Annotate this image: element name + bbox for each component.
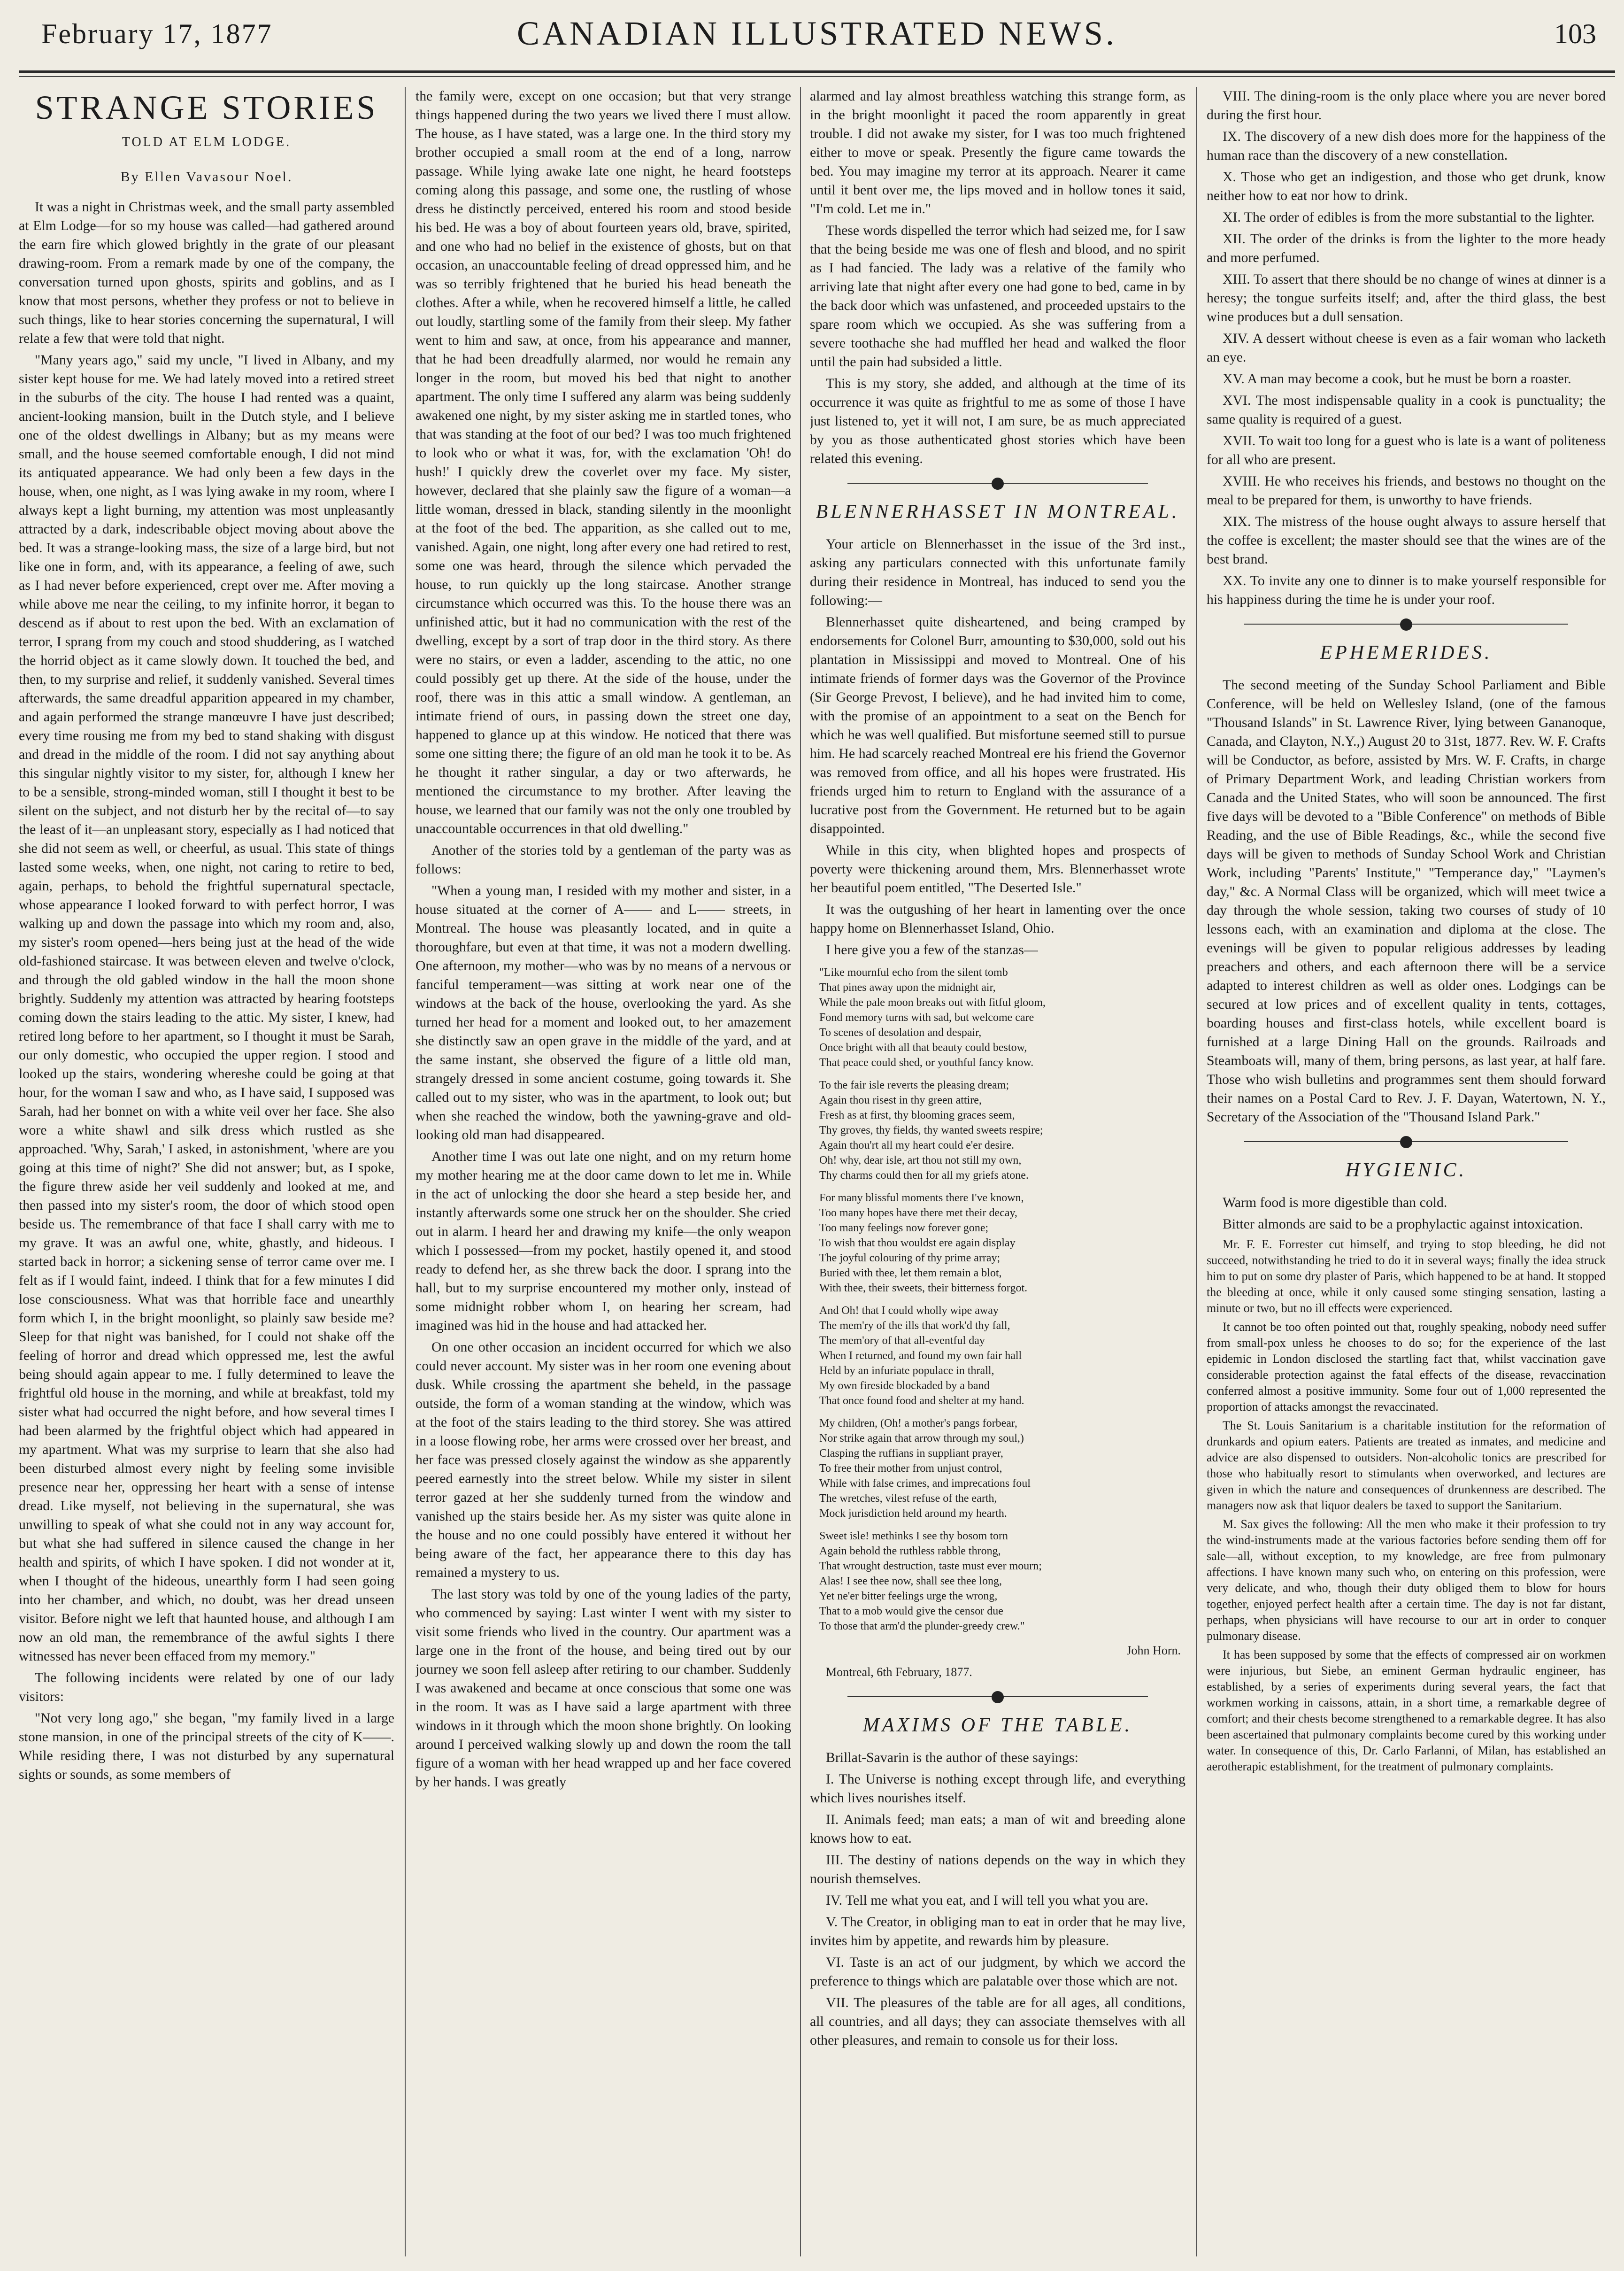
poem-stanza: To the fair isle reverts the pleasing dream; Again thou risest in thy green attire, Fresh as at first, thy blooming graces seem, Thy groves, thy fields, thy wanted sweets respire; Again thou'rt all my heart could e'er desire. Oh! why, dear isle, art thou not still my own, Thy charms could then for all my griefs atone. xyxy=(819,1079,1043,1182)
column-rule xyxy=(800,87,801,2256)
paragraph: the family were, except on one occasion; but that very strange things happened during the two years we lived there I must allow. The house, as I have stated, was a large one. In the third story my brother occupied a small room at the end of a long, narrow passage. While lying awake late one night, he heard footsteps coming along this passage, and some one, the rustling of whose dress he distinctly perceived, entered his room and stood beside his bed. He was a boy of about fourteen years old, brave, spirited, and one who had no belief in the existence of ghosts, but on that occasion, an unaccountable feeling of dread oppressed him, and he was so terribly frightened that he buried his head beneath the clothes. After a while, when he recovered himself a little, he called out loudly, startling some of the family from their sleep. My father went to him and saw, at once, from his appearance and manner, that he had been dreadfully alarmed, nor would he remain any longer in the room, but moved his bed that night to another apartment. The only time I suffered any alarm was being suddenly awakened one night, by my sister asking me in startled tones, who that was standing at the foot of our bed? I was too much frightened to look who or what it was, for, with the exclamation 'Oh! do hush!' I quickly drew the coverlet over my face. My sister, however, declared that she plainly saw the figure of a woman—a little woman, dressed in black, standing silently in the moonlight at the foot of the bed. The apparition, as she called out to me, vanished. Again, one night, long after every one had retired to rest, some one was heard, through the silence which pervaded the house, to run quickly up the long staircase. Another strange circumstance which occurred was this. To the house there was an unfinished attic, but it had no communication with the rest of the dwelling, except by a sort of trap door in the third story. As there were no stairs, or even a ladder, ascending to the attic, no one could possibly get up there. At the side of the house, under the roof, there was in this attic a small window. A gentleman, an intimate friend of ours, in passing down the street one day, happened to glance up at this window. He noticed that there was some one sitting there; the figure of an old man he took it to be. As he thought it rather singular, a day or two afterwards, he mentioned the circumstance to my brother. After leaving the house, we learned that our family was not the only one troubled by unaccountable occurrences in that old dwelling." xyxy=(416,88,791,836)
maxim: III. The destiny of nations depends on the way in which they nourish themselves. xyxy=(810,1852,1185,1886)
maxim: VI. Taste is an act of our judgment, by which we accord the preference to things which are palatable over those which are not. xyxy=(810,1954,1185,1989)
maxim: V. The Creator, in obliging man to eat in order that he may live, invites him by appetite, and rewards him by pleasure. xyxy=(810,1914,1185,1948)
article-subtitle: TOLD AT ELM LODGE. xyxy=(122,135,292,149)
maxim: XIX. The mistress of the house ought always to assure herself that the coffee is excellent; the master should see that the wines are of the best brand. xyxy=(1207,514,1606,567)
divider-dot-icon xyxy=(992,478,1004,490)
paragraph: "Not very long ago," she began, "my family lived in a large stone mansion, in one of the principal streets of the city of K——. While residing there, I was not disturbed by any supernatural sights or sounds, as some members of xyxy=(19,1710,394,1782)
divider-dot-icon xyxy=(1400,1136,1412,1148)
section-title: HYGIENIC. xyxy=(1345,1159,1467,1181)
paragraph: alarmed and lay almost breathless watching this strange form, as in the bright moonlight it paced the room apparently in great trouble. I did not awake my sister, for I was too much frightened either to move or speak. Presently the figure came towards the bed. You may imagine my terror at its approach. Nearer it came until it bent over me, the lips moved and in hollow tones it said, "I'm cold. Let me in." xyxy=(810,88,1185,216)
maxim: II. Animals feed; man eats; a man of wit and breeding alone knows how to eat. xyxy=(810,1812,1185,1846)
column-3 xyxy=(810,87,1185,2247)
maxim: XII. The order of the drinks is from the lighter to the more heady and more perfumed. xyxy=(1207,231,1606,265)
maxim: X. Those who get an indigestion, and those who get drunk, know neither how to eat nor how to drink. xyxy=(1207,169,1606,203)
maxim: VIII. The dining-room is the only place where you are never bored during the first hour. xyxy=(1207,88,1606,123)
section-divider xyxy=(1244,616,1568,633)
paragraph: While in this city, when blighted hopes and prospects of poverty were thickening around them, Mrs. Blennerhasset wrote her beautiful poem entitled, "The Deserted Isle." xyxy=(810,842,1185,896)
maxim: XIV. A dessert without cheese is even as a fair woman who lacketh an eye. xyxy=(1207,331,1606,365)
paragraph: I here give you a few of the stanzas— xyxy=(826,942,1038,958)
paragraph: It was a night in Christmas week, and the small party assembled at Elm Lodge—for so my house was called—had gathered around the earn fire which glowed brightly in the grate of our pleasant drawing-room. From a remark made by one of the company, the conversation turned upon ghosts, spirits and goblins, and as I know that most persons, whether they profess or not to believe in such things, like to hear stories concerning the supernatural, I will relate a few that were told that night. xyxy=(19,199,394,346)
dateline: Montreal, 6th February, 1877. xyxy=(826,1665,972,1679)
paragraph: Your article on Blennerhasset in the issue of the 3rd inst., asking any particulars connected with this unfortunate family during their residence in Montreal, has induced to send you the following:— xyxy=(810,536,1185,608)
maxim: XVII. To wait too long for a guest who is late is a want of politeness for all who are present. xyxy=(1207,433,1606,467)
article-byline: By Ellen Vavasour Noel. xyxy=(120,169,293,185)
paragraph: The last story was told by one of the young ladies of the party, who commenced by saying: Last winter I went with my sister to visit some friends who lived in the country. Our apartment was a large one in the front of the house, and being tired out by our journey we soon fell asleep after retiring to our chamber. Suddenly I was awakened and became at once conscious that some one was in the room. It was as I have said a large apartment with three windows in it through which the moon shone brightly. On looking around I perceived walking slowly up and down the room the tall figure of a woman with her head wrapped up and her face covered by her hands. I was greatly xyxy=(416,1586,791,1790)
paragraph: These words dispelled the terror which had seized me, for I saw that the being beside me was one of flesh and blood, and no spirit as I had fancied. The lady was a relative of the family who arriving late that night after every one had gone to bed, came in by the back door which was unfastened, and proceeded upstairs to the spare room which we occupied. As she was suffering from a severe toothache she had muffled her head and walked the floor until the pain had subsided a little. xyxy=(810,223,1185,370)
paragraph: Mr. F. E. Forrester cut himself, and trying to stop bleeding, he did not succeed, notwithstanding he tried to do it in several ways; finally the idea struck him to put on some dry plaster of Paris, which happened to be at hand. It stopped the bleeding at once, while it only caused some stinging sensation, lasting a minute or two, but no ill effects were experienced. xyxy=(1207,1237,1606,1315)
paragraph: The St. Louis Sanitarium is a charitable institution for the reformation of drunkards and opium eaters. Patients are treated as inmates, and medicine and advice are also dispensed to outsiders. Non-alcoholic tonics are prescribed for those who habitually resort to stimulants when overworked, and lectures are given in which the nature and consequences of drunkenness are described. The managers now ask that liquor dealers be taxed to support the Sanitarium. xyxy=(1207,1419,1606,1512)
paragraph: "When a young man, I resided with my mother and sister, in a house situated at the corner of A—— and L—— streets, in Montreal. The house was pleasantly located, and in quite a thoroughfare, but even at that time, it was not a modern dwelling. One afternoon, my mother—who was by no means of a nervous or fanciful temperament—was sitting at work near one of the windows at the back of the house, overlooking the yard. As she turned her head for a moment and looked out, to her amazement she distinctly saw an open grave in the middle of the yard, and at the same instant, she observed the figure of a little old man, strangely dressed in some ancient costume, going towards it. She called out to my sister, who was in the apartment, to look out; but when she reached the window, both the yawning-grave and old-looking old man had disappeared. xyxy=(416,883,791,1143)
divider-dot-icon xyxy=(1400,618,1412,631)
paragraph: The second meeting of the Sunday School Parliament and Bible Conference, will be held on Wellesley Island, (one of the famous "Thousand Islands" in St. Lawrence River, lying between Gananoque, Canada, and Clayton, N.Y.,) August 20 to 31st, 1877. Rev. W. F. Crafts will be Conductor, as before, assisted by Mrs. W. F. Crafts, in charge of Primary Department Work, and leading Christian workers from Canada and the United States, who will soon be announced. The first five days will be devoted to a "Bible Conference" on methods of Bible Reading, and the use of Bible Readings, &c., while the second five days will be given to methods of Sunday School Work and Christian Work, including "Parents' Institute," "Temperance day," "Laymen's day," &c. A Normal Class will be organized, which will meet twice a day through the whole session, taking two courses of study of 10 lessons each, with an examination and diploma at the close. The evenings will be given to popular religious addresses by leading preachers and others, and each afternoon there will be a service adapted to interest children as well as older ones. Lodgings can be secured at low prices and of excellent quality in tents, cottages, boarding houses and first-class hotels, while excellent board is furnished at a large Dining Hall on the grounds. Railroads and Steamboats will, many of them, bring persons, as last year, at half fare. Those who wish bulletins and programmes sent them should forward their names on a Postal Card to Rev. J. F. Dayan, Watertown, N. Y., Secretary of the Association of the "Thousand Island Park." xyxy=(1207,677,1606,1125)
maxim: IX. The discovery of a new dish does more for the happiness of the human race than the discovery of a new constellation. xyxy=(1207,129,1606,163)
paragraph: Another of the stories told by a gentleman of the party was as follows: xyxy=(416,842,791,877)
column-4 xyxy=(1207,87,1606,2247)
paragraph: Blennerhasset quite disheartened, and being cramped by endorsements for Colonel Burr, amounting to $30,000, sold out his plantation in Mississippi and moved to Montreal. One of his intimate friends of former days was the Governor of the Province (Sir George Prevost, I believe), and he had invited him to come, with the promise of an appointment to a seat on the Bench for which he was well qualified. But misfortune seemed still to pursue him. He had scarcely reached Montreal ere his friend the Governor was removed from office, and all his hopes were frustrated. His friends urged him to return to England with the assurance of a lucrative post from the Government. He returned but to be again disappointed. xyxy=(810,614,1185,836)
maxim: XVIII. He who receives his friends, and bestows no thought on the meal to be prepared for them, is unworthy to have friends. xyxy=(1207,473,1606,508)
poem-stanza: My children, (Oh! a mother's pangs forbear, Nor strike again that arrow through my soul,) Clasping the ruffians in suppliant prayer, To free their mother from unjust control, While with false crimes, and imprecations foul The wretches, vilest refuse of the earth, Mock jurisdiction held around my hearth. xyxy=(819,1417,1031,1520)
article-title: STRANGE STORIES xyxy=(35,89,378,126)
section-divider xyxy=(847,1688,1148,1705)
section-title: MAXIMS OF THE TABLE. xyxy=(862,1715,1133,1736)
maxim: XX. To invite any one to dinner is to make yourself responsible for his happiness during the time he is under your roof. xyxy=(1207,573,1606,607)
paragraph: Brillat-Savarin is the author of these sayings: xyxy=(826,1750,1078,1765)
section-divider xyxy=(1244,1133,1568,1150)
column-1 xyxy=(19,87,394,2247)
column-rule xyxy=(405,87,406,2256)
maxim: XVI. The most indispensable quality in a cook is punctuality; the same quality is required of a guest. xyxy=(1207,393,1606,427)
divider-dot-icon xyxy=(992,1691,1004,1703)
paragraph: Warm food is more digestible than cold. xyxy=(1223,1195,1447,1210)
signature: John Horn. xyxy=(1126,1644,1181,1657)
maxim: VII. The pleasures of the table are for all ages, all conditions, all countries, and all days; they can associate themselves with all other pleasures, and remain to console us for their loss. xyxy=(810,1995,1185,2048)
paragraph: On one other occasion an incident occurred for which we also could never account. My sister was in her room one evening about dusk. While crossing the apartment she beheld, in the passage outside, the form of a woman standing at the window, which was at the foot of the stairs leading to the third storey. She was attired in a loose flowing robe, her arms were crossed over her breast, and her face was pressed closely against the window as she apparently peered earnestly into the street below. While my sister in silent terror gazed at her she suddenly turned from the window and vanished up the stairs beside her. As my sister was quite alone in the house and no one could possibly have entered it without her being aware of the fact, her appearance there to this day has remained a mystery to us. xyxy=(416,1339,791,1580)
maxim: XV. A man may become a cook, but he must be born a roaster. xyxy=(1223,371,1571,386)
paragraph: It cannot be too often pointed out that, roughly speaking, nobody need suffer from small-pox unless he chooses to do so; for the experience of the last epidemic in London disclosed the startling fact that, whilst vaccination gave considerable protection against the fatal effects of the disease, revaccination conferred almost a positive immunity. Some four out of 1,000 represented the proportion of attacks amongst the revaccinated. xyxy=(1207,1320,1606,1414)
paragraph: It has been supposed by some that the effects of compressed air on workmen were injurious, but Siebe, an eminent German hydraulic engineer, has established, by a series of experiments during several years, the fact that workmen working in caissons, attain, in a short time, a remarkable degree of comfort; and their chests become strengthened to a remarkable degree. It has also been ascertained that pulmonary complaints become cured by this working under water. In consequence of this, Dr. Carlo Farlanni, of Milan, has established an aerotherapic establishment, for the treatment of pulmonary complaints. xyxy=(1207,1648,1606,1773)
paragraph: This is my story, she added, and although at the time of its occurrence it was quite as frightful to me as some of those I have just listened to, yet it will not, I am sure, be as much appreciated by you as those authenticated ghost stories which have been related this evening. xyxy=(810,376,1185,466)
paragraph: It was the outgushing of her heart in lamenting over the once happy home on Blennerhasset Island, Ohio. xyxy=(810,902,1185,936)
maxim: I. The Universe is nothing except through life, and everything which lives nourishes itself. xyxy=(810,1771,1185,1806)
poem-stanza: And Oh! that I could wholly wipe away The mem'ry of the ills that work'd thy fall, The mem'ory of that all-eventful day When I returned, and found my own fair hall Held by an infuriate populace in thrall, My own fireside blockaded by a band That once found food and shelter at my hand. xyxy=(819,1305,1024,1407)
masthead xyxy=(19,0,1615,73)
newspaper-title: CANADIAN ILLUSTRATED NEWS. xyxy=(517,15,1117,52)
column-2 xyxy=(416,87,791,2247)
maxim: XI. The order of edibles is from the more substantial to the lighter. xyxy=(1223,209,1595,225)
paragraph: M. Sax gives the following: All the men who make it their profession to try the wind-instruments made at the various factories before sending them off for sale—all, without exception, to my knowledge, are free from pulmonary affections. I have known many such who, on entering on this profession, were very delicate, and who, though their duty obliged them to blow for hours together, enjoyed perfect health after a certain time. The day is not far distant, perhaps, when physicians will have recourse to our art in order to conquer pulmonary disease. xyxy=(1207,1517,1606,1643)
header-rule xyxy=(19,76,1615,77)
poem-stanza: For many blissful moments there I've known, Too many hopes have there met their decay, Too many feelings now forever gone; To wish that thou wouldst ere again display The joyful colouring of thy prime array; Buried with thee, let them remain a blot, With thee, their sweets, their bitterness forgot. xyxy=(819,1192,1028,1294)
column-rule xyxy=(1196,87,1197,2256)
issue-date: February 17, 1877 xyxy=(41,18,273,49)
section-title: BLENNERHASSET IN MONTREAL. xyxy=(816,501,1180,523)
section-divider xyxy=(847,475,1148,492)
poem-stanza: "Like mournful echo from the silent tomb That pines away upon the midnight air, While the pale moon breaks out with fitful gloom, Fond memory turns with sad, but welcome care To scenes of desolation and despair, Once bright with all that beauty could bestow, That peace could shed, or youthful fancy know. xyxy=(819,966,1046,1069)
paragraph: Another time I was out late one night, and on my return home my mother hearing me at the door came down to let me in. While in the act of unlocking the door she heard a step beside her, and instantly afterwards some one struck her on the shoulder. She cried out in alarm. I heard her and drawing my knife—the only weapon which I possessed—from my pocket, hastily opened it, and stood ready to defend her, as she threw back the door. I sprang into the hall, but to my surprise encountered my mother only, instead of some midnight robber whom I, on hearing her scream, had imagined was hid in the house and had attacked her. xyxy=(416,1149,791,1333)
maxim: XIII. To assert that there should be no change of wines at dinner is a heresy; the tongue surfeits itself; and, after the third glass, the best wine produces but a dull sensation. xyxy=(1207,271,1606,324)
section-title: EPHEMERIDES. xyxy=(1320,642,1493,664)
paragraph: The following incidents were related by one of our lady visitors: xyxy=(19,1670,394,1704)
poem-stanza: Sweet isle! methinks I see thy bosom torn Again behold the ruthless rabble throng, That wrought destruction, taste must ever mourn; Alas! I see thee now, shall see thee long, Yet ne'er bitter feelings urge the wrong, That to a mob would give the censor due To those that arm'd the plunder-greedy crew." xyxy=(819,1530,1042,1632)
paragraph: "Many years ago," said my uncle, "I lived in Albany, and my sister kept house for me. We had lately moved into a retired street in the suburbs of the city. The house I had rented was a quaint, ancient-looking mansion, built in the Dutch style, and I believe one of the oldest dwellings in Albany; but as my means were small, and the house seemed comfortable enough, I did not mind its antiquated appearance. We had only been a few days in the house, when, one night, as I was lying awake in my room, where I always kept a light burning, my attention was most unpleasantly attracted by a dark, indescribable object moving about above the bed. It was a strange-looking mass, the size of a large bird, but not like one in form, and, with its appearance, a feeling of awe, such as I had never before experienced, crept over me. After moving a while above me near the ceiling, to my infinite horror, it began to descend as if about to rest upon the bed. With an exclamation of terror, I sprang from my couch and stood shuddering, as I watched the horrid object as it came slowly down. It touched the bed, and then, to my surprise and relief, it suddenly vanished. Several times afterwards, the same dreadful apparition appeared in my chamber, and again performed the strange manœuvre I have just described; every time rousing me from my bed to stand shaking with disgust and dread in the middle of the room. I did not say anything about this singular nightly visitor to my sister, for, although I knew her to be a sensible, strong-minded woman, still I thought it best to be silent on the subject, and not disturb her by the recital of—to say the least of it—an unpleasant story, especially as I had noticed that she did not seem as well, or cheerful, as usual. This state of things lasted some weeks, when, one night, not caring to retire to bed, again, perhaps, to behold the frightful supernatural spectacle, whose appearance I looked forward to with perfect horror, I was walking up and down the passage into which my room and, also, my sister's room opened—hers being just at the head of the wide old-fashioned staircase. It was between eleven and twelve o'clock, and through the old gabled window in the hall the moon shone brightly. Suddenly my attention was attracted by hearing footsteps coming down the stairs leading to the attic. My sister, I knew, had retired long before to her apartment, so I thought it must be Sarah, our only domestic, who occupied the upper region. I stood and looked up the stairs, wondering whereshe could be going at that hour, for the woman I saw and who, as I have said, I supposed was Sarah, had her bonnet on with a white veil over her face. She also wore a white shawl and silk dress which rustled as she approached. 'Why, Sarah,' I asked, in astonishment, 'where are you going at this time of night?' She did not answer; but, as I spoke, the figure threw aside her veil suddenly and looked at me, and then passed into my sister's room, the door of which stood open beside us. The remembrance of that face I shall carry with me to my grave. It was an awful one, white, ghastly, and hideous. I started back in horror; a sickening sense of terror came over me. I felt as if I would faint, indeed. I think that for a few minutes I did lose consciousness. What was that horrible face and unearthly form which I, in the bright moonlight, so plainly saw beside me? Sleep for that night was banished, for I could not shake off the feeling of horror and dread which oppressed me, lest the awful being should again appear to me. I fully determined to leave the frightful old house in the morning, and while at breakfast, told my sister what had occurred the night before, and how several times I had been alarmed by the frightful object which had appeared in my apartment. What was my surprise to learn that she also had been disturbed almost every night by feeling some invisible presence near her, oppressing her heart with a sense of intense dread. Like myself, not believing in the supernatural, she was unwilling to speak of what she could not in any way account for, but what she had suffered in silence caused the change in her health and spirits, of which I have spoken. I did not wonder at it, when I thought of the hideous, unearthly form I had seen going into her chamber, and which, no doubt, was her dread unseen visitor. Before night we left that haunted house, and although I am now an old man, the remembrance of the awful sights I there witnessed has never been effaced from my memory." xyxy=(19,352,394,1664)
paragraph: Bitter almonds are said to be a prophylactic against intoxication. xyxy=(1223,1216,1583,1232)
maxim: IV. Tell me what you eat, and I will tell you what you are. xyxy=(826,1892,1148,1908)
page-number: 103 xyxy=(1554,18,1596,49)
